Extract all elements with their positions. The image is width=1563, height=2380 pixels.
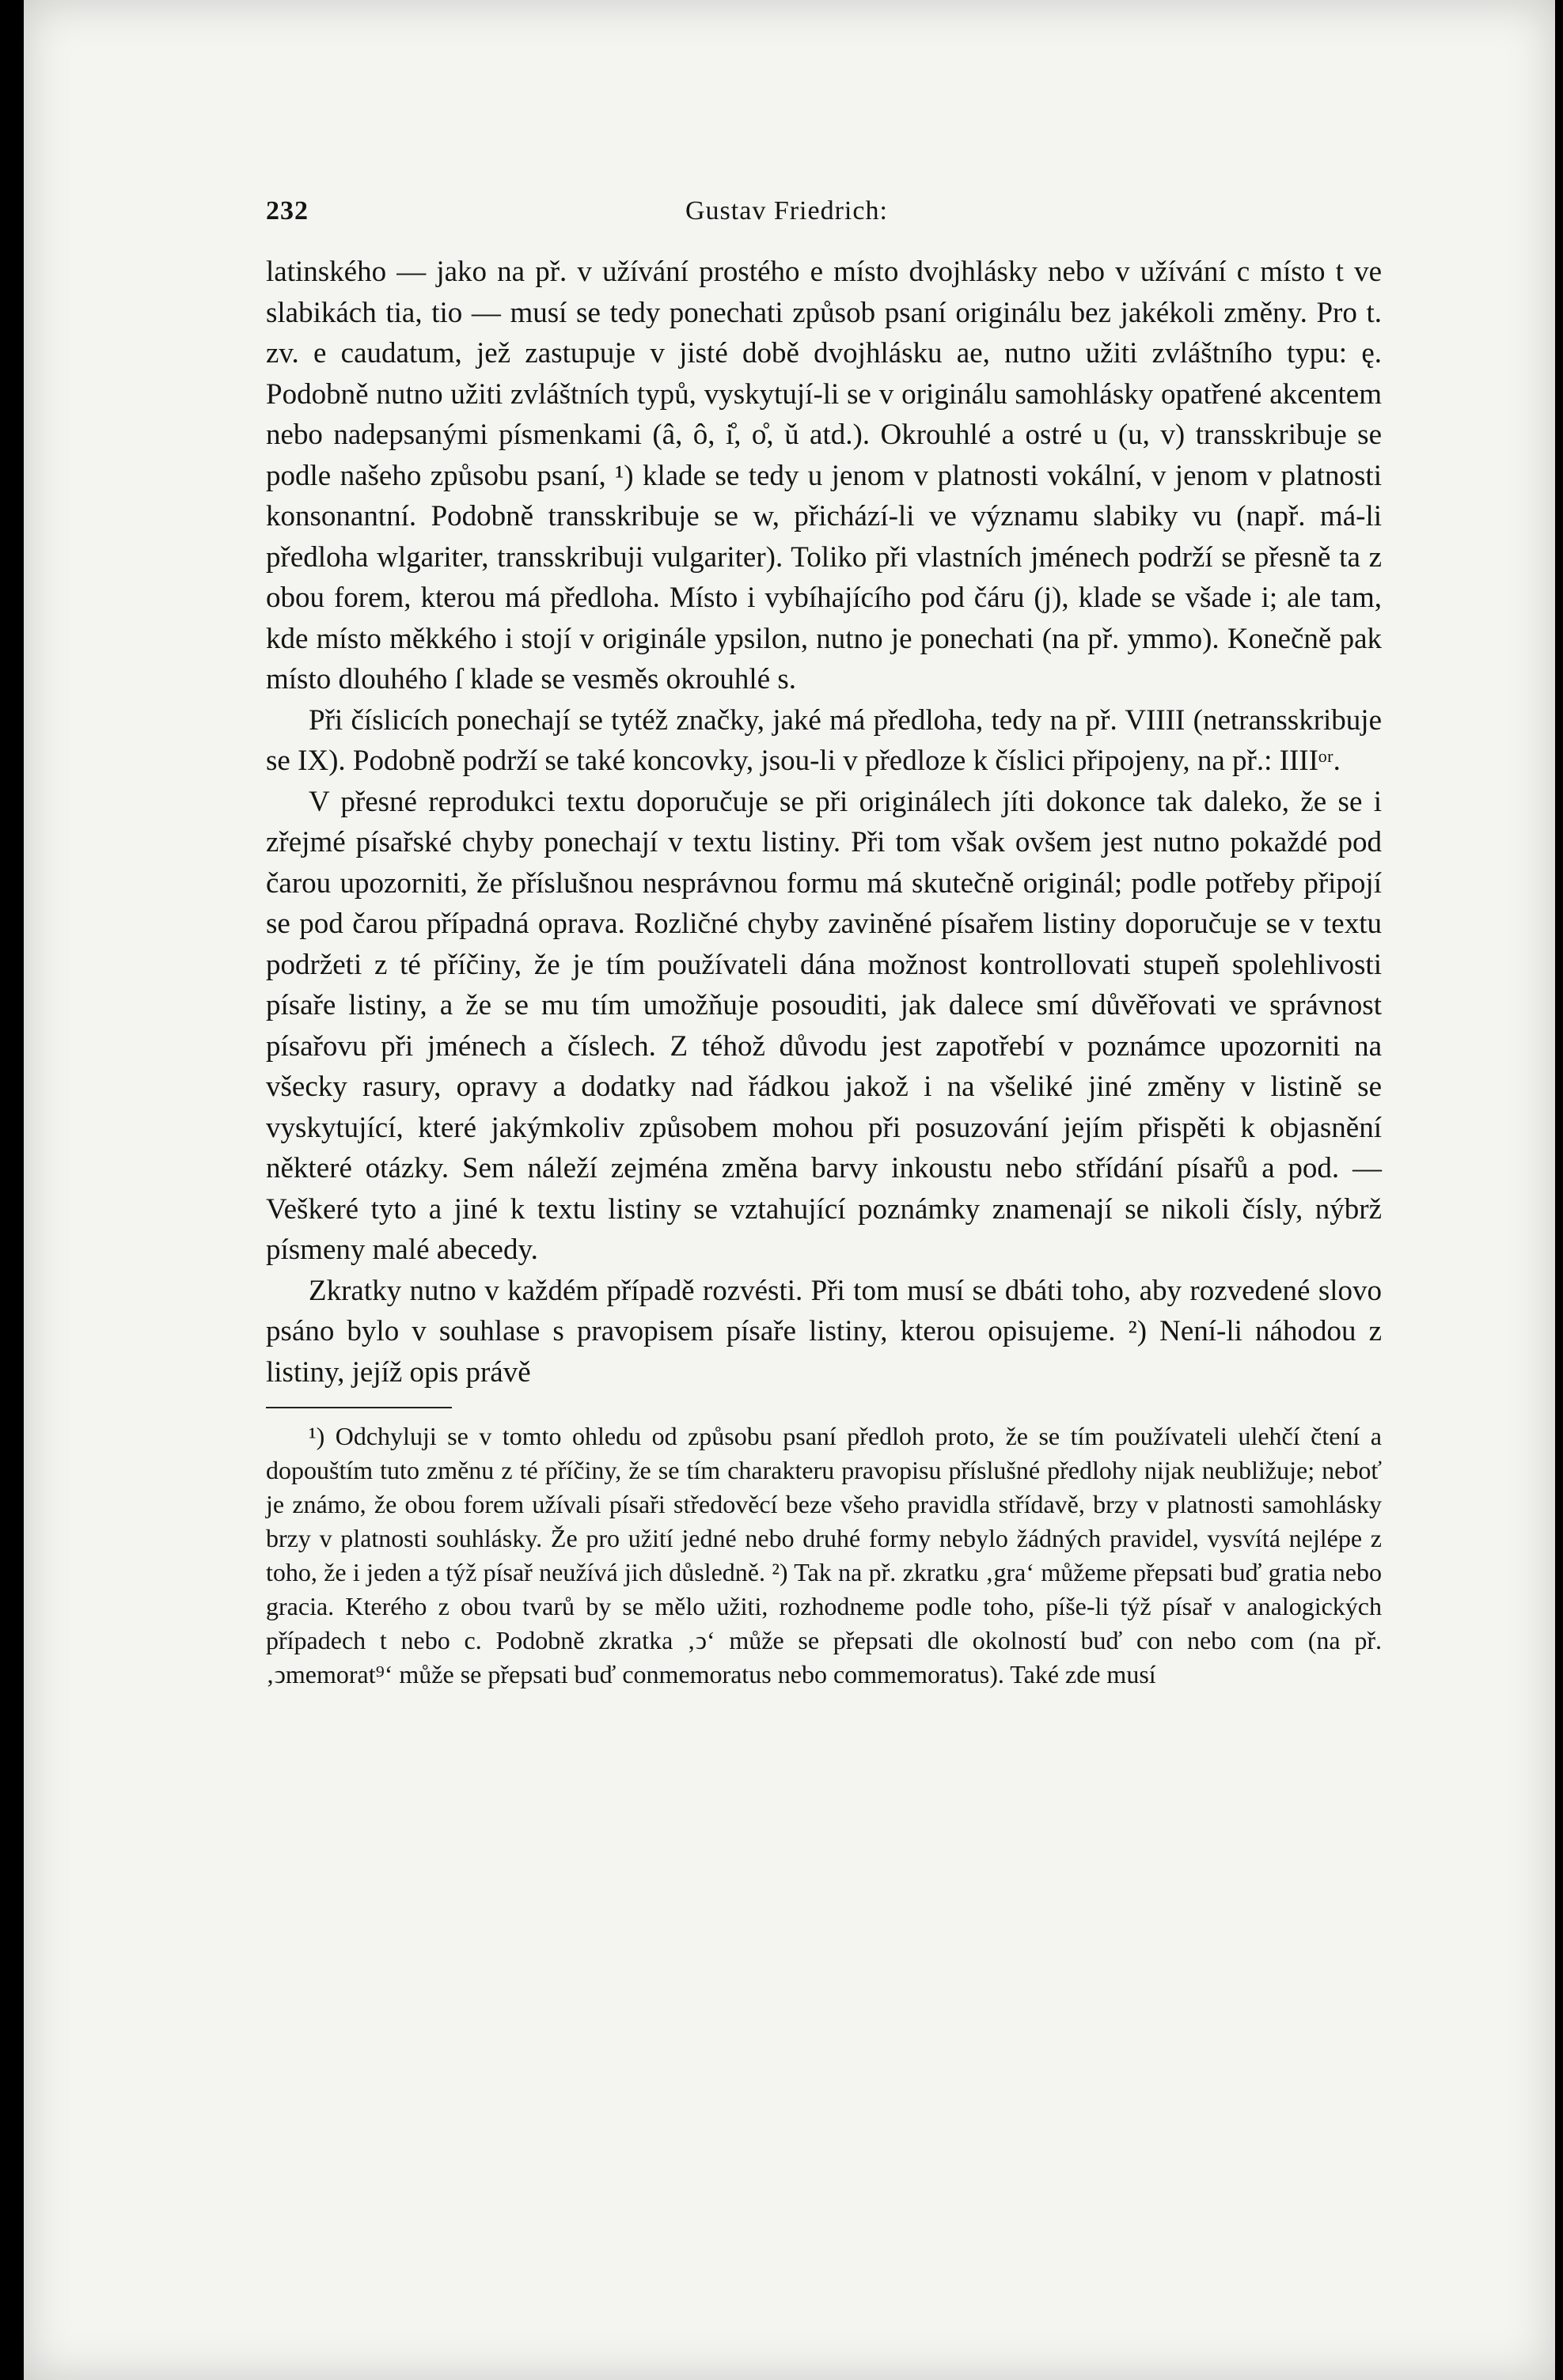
paragraph: Zkratky nutno v každém případě rozvésti. Při tom musí se dbáti toho, aby rozvedené slovo psáno bylo v souhlase s pravopisem písaře listiny, kterou opisujeme. ²) Není-li náhodou z listiny, jejíž opis právě (266, 1274, 1382, 1389)
page-header (266, 196, 1382, 252)
body-text (266, 252, 1382, 1393)
paragraph: V přesné reprodukci textu doporučuje se při originálech jíti dokonce tak daleko, že se i zřejmé písařské chyby ponechají v textu listiny. Při tom však ovšem jest nutno pokaždé pod čarou upozorniti, že příslušnou nesprávnou formu má skutečně originál; podle potřeby připojí se pod čarou případná oprava. Rozličné chyby zaviněné písařem listiny doporučuje se v textu podržeti z té příčiny, že je tím používateli dána možnost kontrollovati stupeň spolehlivosti písaře listiny, a že se mu tím umožňuje posouditi, jak dalece smí důvěřovati ve správnost písařovu při jménech a číslech. Z téhož důvodu jest zapotřebí v poznámce upozorniti na všecky rasury, opravy a dodatky nad řádkou jakož i na všeliké jiné změny v listině se vyskytující, které jakýmkoliv způsobem mohou při posuzování jejím přispěti k objasnění některé otázky. Sem náleží zejména změna barvy inkoustu nebo střídání písařů a pod. — Veškeré tyto a jiné k textu listiny se vztahující poznámky znamenají se nikoli čísly, nýbrž písmeny malé abecedy. (266, 785, 1382, 1266)
running-head: Gustav Friedrich: (685, 196, 888, 225)
footnote-divider (266, 1407, 452, 1408)
footnotes (266, 1419, 1382, 1692)
paragraph: Při číslicích ponechají se tytéž značky, jaké má předloha, tedy na př. VIIII (netransskribuje se IX). Podobně podrží se také koncovky, jsou-li v předloze k číslici připojeny, na př.: IIIIᵒʳ. (266, 703, 1382, 777)
footnote: ¹) Odchyluji se v tomto ohledu od způsobu psaní předloh proto, že se tím používateli ulehčí čtení a dopouštím tuto změnu z té příčiny, že se tím charakteru pravopisu příslušné předlohy nijak neubližuje; neboť je známo, že obou forem užívali písaři středověcí beze všeho pravidla střídavě, brzy v platnosti samohlásky brzy v platnosti souhlásky. Že pro užití jedné nebo druhé formy nebylo žádných pravidel, vysvítá nejlépe z toho, že i jeden a týž písař neužívá jich důsledně. ²) Tak na př. zkratku ‚gra‘ můžeme přepsati buď gratia nebo gracia. Kterého z obou tvarů by se mělo užiti, rozhodneme podle toho, píše-li týž písař v analogických případech t nebo c. Podobně zkratka ‚ↄ‘ může se přepsati dle okolností buď con nebo com (na př. ‚ↄmemorat⁹‘ může se přepsati buď conmemoratus nebo commemoratus). Také zde musí (266, 1422, 1382, 1688)
scanned-page (24, 0, 1555, 2380)
page-number: 232 (266, 196, 309, 225)
paragraph: latinského — jako na př. v užívání prostého e místo dvojhlásky nebo v užívání c místo t ve slabikách tia, tio — musí se tedy ponechati způsob psaní originálu bez jakékoli změny. Pro t. zv. e caudatum, jež zastupuje v jisté době dvojhlásku ae, nutno užiti zvláštního typu: ę. Podobně nutno užiti zvláštních typů, vyskytují-li se v originálu samohlásky opatřené akcentem nebo nadepsanými písmenkami (â, ô, i̊, o̊, ǔ atd.). Okrouhlé a ostré u (u, v) transskribuje se podle našeho způsobu psaní, ¹) klade se tedy u jenom v platnosti vokální, v jenom v platnosti konsonantní. Podobně transskribuje se w, přichází-li ve významu slabiky vu (např. má-li předloha wlgariter, transskribuji vulgariter). Toliko při vlastních jménech podrží se přesně ta z obou forem, kterou má předloha. Místo i vybíhajícího pod čáru (j), klade se všade i; ale tam, kde místo měkkého i stojí v originále ypsilon, nutno je ponechati (na př. ymmo). Konečně pak místo dlouhého ſ klade se vesměs okrouhlé s. (266, 256, 1382, 695)
page-content (266, 196, 1382, 1692)
